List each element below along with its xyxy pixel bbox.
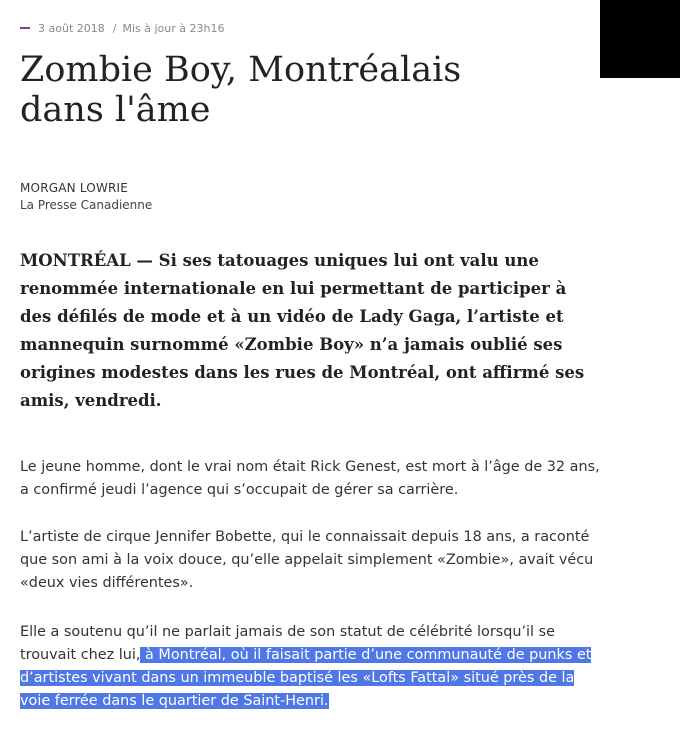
accent-dash: [20, 27, 30, 29]
article-lead: MONTRÉAL — Si ses tatouages uniques lui ont valu une renommée internationale en lui permettant de participer à des défilés de mode et à un vidéo de Lady Gaga, l’artiste et mannequin surnommé «Zombie Boy» n’a jamais oublié ses origines modestes dans les rues de Montréal, ont affirmé ses amis, vendredi.: [20, 251, 585, 410]
article-paragraph-3: [20, 621, 600, 713]
author-name[interactable]: MORGAN LOWRIE: [20, 181, 129, 195]
article-paragraph-1: Le jeune homme, dont le vrai nom était Rick Genest, est mort à l’âge de 32 ans, a confirmé jeudi l’agence qui s’occupait de gérer sa carrière.: [20, 459, 600, 498]
updated-time: Mis à jour à 23h16: [122, 21, 225, 35]
byline: [20, 180, 152, 214]
paragraph-3-text: Elle a soutenu qu’il ne parlait jamais de son statut de célébrité lorsqu’il se trouvait chez lui,: [20, 624, 555, 663]
author-organization: La Presse Canadienne: [20, 198, 153, 212]
title-line-2: dans l'âme: [20, 90, 211, 130]
article-meta: [20, 20, 224, 36]
article-paragraph-2: L’artiste de cirque Jennifer Bobette, qui le connaissait depuis 18 ans, a raconté que son ami à la voix douce, qu’elle appelait simplement «Zombie», avait vécu «deux vies différentes».: [20, 529, 594, 591]
meta-separator: /: [112, 21, 117, 35]
selected-text[interactable]: à Montréal, où il faisait partie d’une communauté de punks et d’artistes vivant dans un immeuble baptisé les «Lofts Fattal» situé près de la voie ferrée dans le quartier de Saint-Henri.: [20, 647, 592, 709]
article-title: [20, 50, 580, 130]
publish-date: 3 août 2018: [38, 21, 105, 35]
corner-black-block: [600, 0, 680, 78]
title-line-1: Zombie Boy, Montréalais: [20, 50, 462, 90]
